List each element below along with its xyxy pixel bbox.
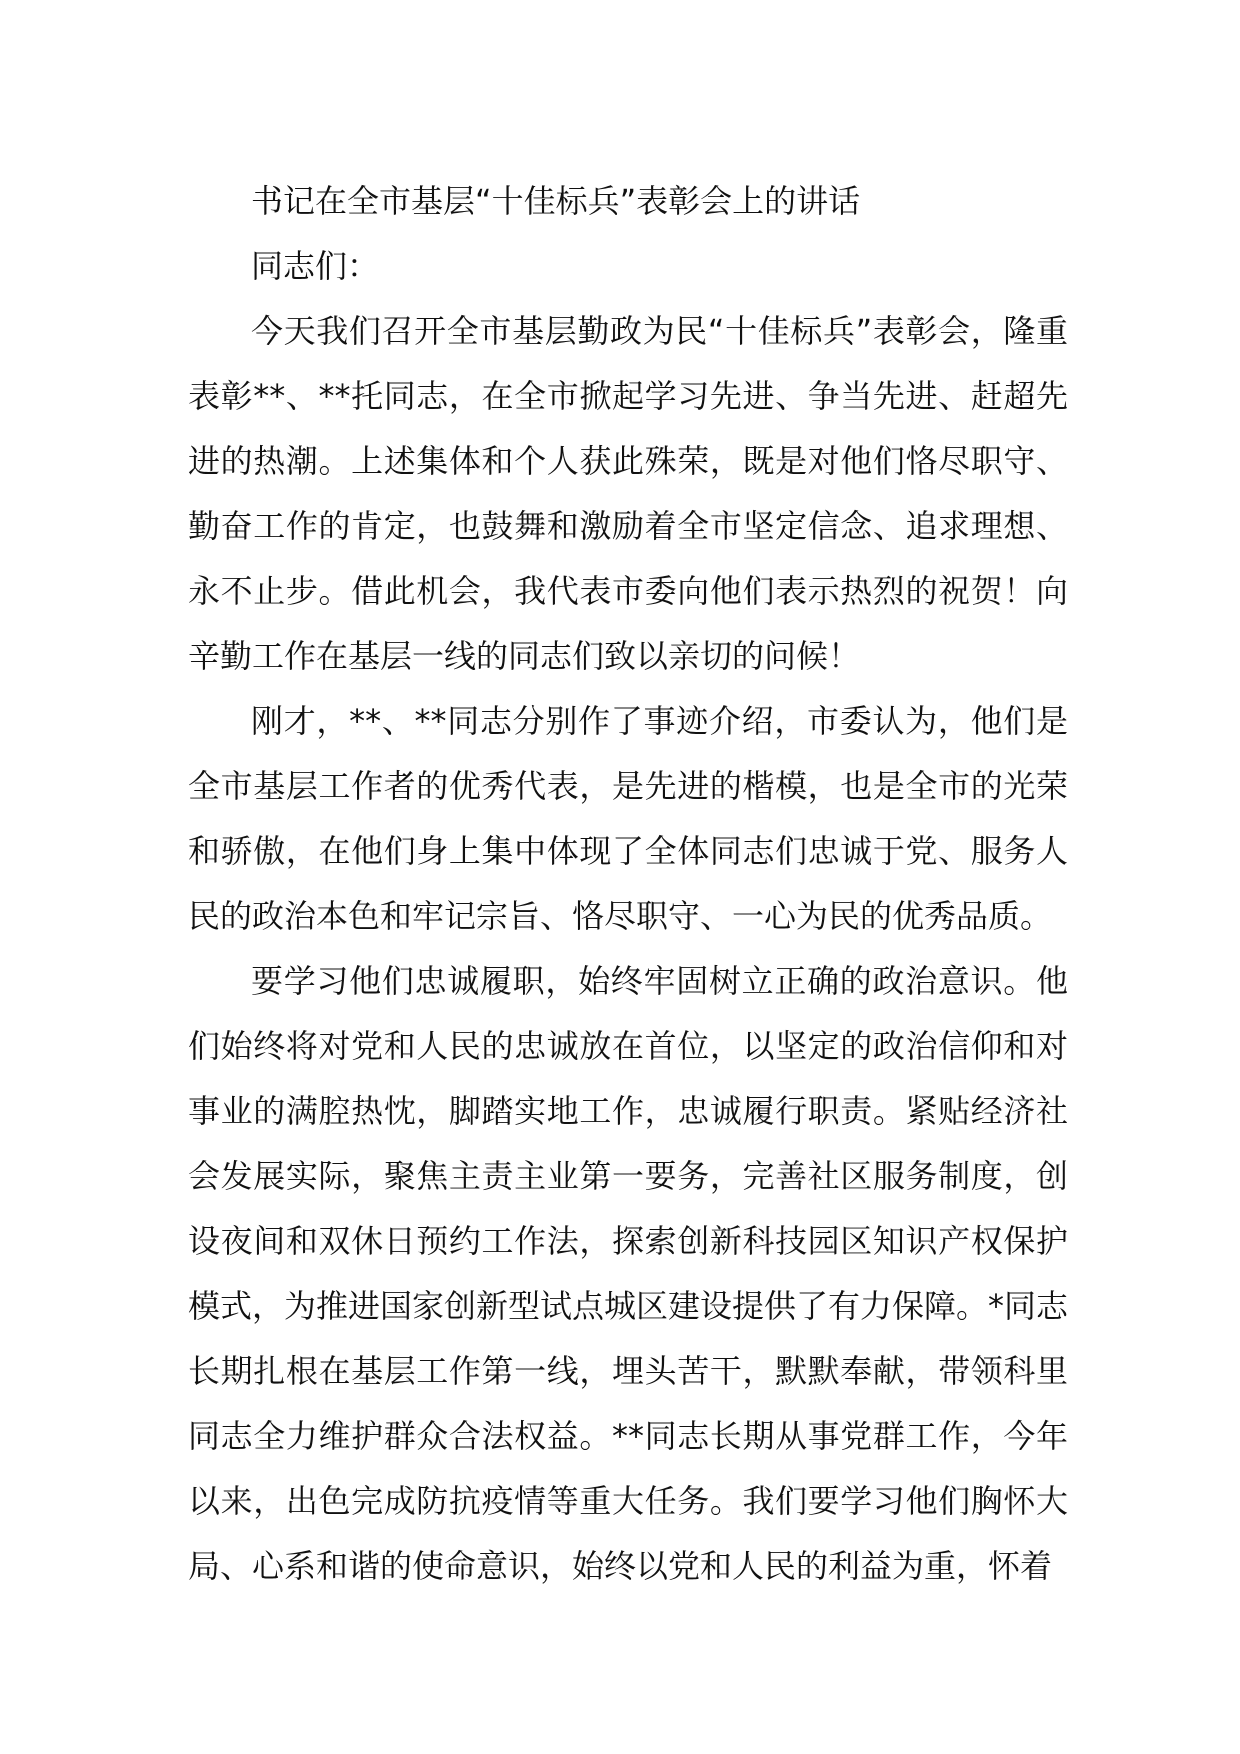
paragraph: 刚才，**、**同志分别作了事迹介绍，市委认为，他们是全市基层工作者的优秀代表，是先进的楷模，也是全市的光荣和骄傲，在他们身上集中体现了全体同志们忠诚于党、服务人民的政治本色和牢记宗旨、恪尽职守、一心为民的优秀品质。 xyxy=(188,702,1068,935)
document-title: 书记在全市基层“十佳标兵”表彰会上的讲话 xyxy=(251,182,861,220)
paragraph: 要学习他们忠诚履职，始终牢固树立正确的政治意识。他们始终将对党和人民的忠诚放在首位，以坚定的政治信仰和对事业的满腔热忱，脚踏实地工作，忠诚履行职责。紧贴经济社会发展实际，聚焦主责主业第一要务，完善社区服务制度，创设夜间和双休日预约工作法，探索创新科技园区知识产权保护模式，为推进国家创新型试点城区建设提供了有力保障。*同志长期扎根在基层工作第一线，埋头苦干，默默奉献，带领科里同志全力维护群众合法权益。**同志长期从事党群工作，今年以来，出色完成防抗疫情等重大任务。我们要学习他们胸怀大局、心系和谐的使命意识，始终以党和人民的利益为重，怀着 xyxy=(188,962,1069,1585)
document-body xyxy=(188,169,1068,1599)
salutation: 同志们： xyxy=(251,247,380,285)
paragraph: 今天我们召开全市基层勤政为民“十佳标兵”表彰会，隆重表彰**、**托同志，在全市掀起学习先进、争当先进、赶超先进的热潮。上述集体和个人获此殊荣，既是对他们恪尽职守、勤奋工作的肯定，也鼓舞和激励着全市坚定信念、追求理想、永不止步。借此机会，我代表市委向他们表示热烈的祝贺！向辛勤工作在基层一线的同志们致以亲切的问候！ xyxy=(188,312,1068,675)
